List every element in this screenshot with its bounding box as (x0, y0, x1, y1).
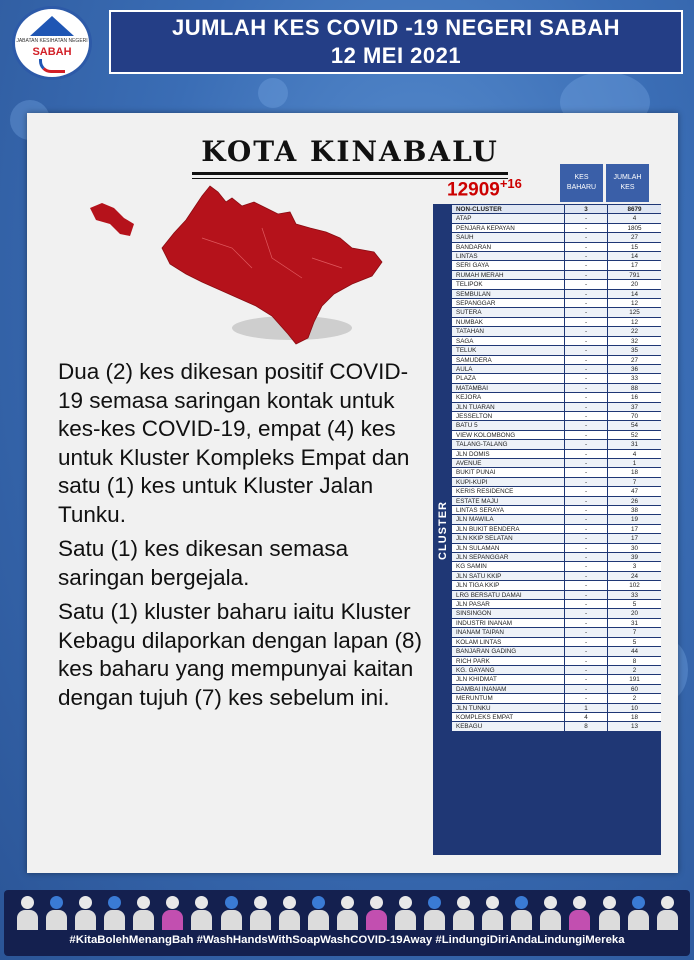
page-header (109, 10, 683, 74)
footer-hashtags: #KitaBolehMenangBah #WashHandsWithSoapWashCOVID-19Away #LindungiDiriAndaLindungiMereka (69, 934, 625, 946)
row-new: - (564, 346, 607, 354)
row-name: JLN PASAR (456, 601, 490, 609)
row-new: 1 (564, 704, 607, 712)
header-date: 12 MEI 2021 (330, 43, 462, 68)
row-name: SINSINGON (456, 610, 492, 618)
row-total: 7 (607, 478, 661, 486)
row-new: 8 (564, 722, 607, 730)
table-row (452, 609, 661, 618)
row-total: 3 (607, 562, 661, 570)
cluster-side-label (434, 205, 452, 856)
row-name: JLN TUNKU (456, 704, 491, 712)
cluster-table (433, 204, 661, 855)
row-new: - (564, 506, 607, 514)
row-total: 791 (607, 271, 661, 279)
map-island (90, 203, 134, 236)
logo-text: SABAH (32, 45, 72, 58)
row-name: KEBAGU (456, 723, 483, 731)
row-name: MERUNTUM (456, 695, 493, 703)
row-total: 14 (607, 290, 661, 298)
cluster-side-text: CLUSTER (437, 501, 449, 560)
row-total: 20 (607, 609, 661, 617)
frontliner-icon (45, 896, 67, 930)
row-total: 27 (607, 356, 661, 364)
row-name: TATAHAN (456, 328, 484, 336)
row-name: AVENUE (456, 459, 482, 467)
col-total-cases: JUMLAH KES (606, 164, 649, 202)
table-row (452, 261, 661, 270)
row-new: - (564, 685, 607, 693)
frontliner-icon (161, 896, 183, 930)
frontliner-icon (16, 896, 38, 930)
frontliner-icon (423, 896, 445, 930)
frontliner-icon (103, 896, 125, 930)
row-name: RUMAH MERAH (456, 271, 504, 279)
row-new: - (564, 534, 607, 542)
row-total: 31 (607, 619, 661, 627)
row-new: - (564, 261, 607, 269)
row-total: 7 (607, 628, 661, 636)
frontliner-icon (656, 896, 678, 930)
row-new: - (564, 609, 607, 617)
row-name: SAGA (456, 337, 474, 345)
row-name: TELUK (456, 347, 477, 355)
row-name: LINTAS SERAYA (456, 507, 504, 514)
row-name: TELIPOK (456, 281, 483, 289)
row-total: 30 (607, 544, 661, 552)
row-total: 17 (607, 534, 661, 542)
district-title: KOTA KINABALU (192, 135, 508, 175)
row-new: - (564, 421, 607, 429)
row-new: - (564, 544, 607, 552)
swoosh-icon (39, 59, 65, 73)
row-new: - (564, 525, 607, 533)
table-row (452, 619, 661, 628)
row-new: - (564, 619, 607, 627)
description-paragraph: Satu (1) kes dikesan semasa saringan bergejala. (58, 536, 349, 590)
row-total: 5 (607, 638, 661, 646)
footer-banner (4, 890, 690, 956)
row-new: - (564, 591, 607, 599)
row-total: 38 (607, 506, 661, 514)
row-new: - (564, 497, 607, 505)
frontliner-icon (249, 896, 271, 930)
description-paragraph: Satu (1) kluster baharu iaitu Kluster Kebagu dilaporkan dengan lapan (8) kes baharu yang mempunyai kaitan dengan tujuh (7) kes sebelum ini. (58, 599, 423, 710)
table-row (452, 647, 661, 656)
row-total: 191 (607, 675, 661, 683)
table-row (452, 337, 661, 346)
logo-subtext: JABATAN KESIHATAN NEGERI (16, 37, 88, 44)
row-new: - (564, 327, 607, 335)
row-name: JLN TUARAN (456, 403, 495, 411)
table-row-non-cluster (452, 205, 661, 214)
row-new: - (564, 468, 607, 476)
row-total: 37 (607, 403, 661, 411)
row-name: JLN DOMIS (456, 450, 490, 458)
row-new: 3 (564, 205, 607, 213)
row-name: PLAZA (456, 375, 476, 383)
row-total: 1 (607, 459, 661, 467)
row-new: - (564, 337, 607, 345)
row-total: 4 (607, 450, 661, 458)
row-total: 125 (607, 308, 661, 316)
table-row (452, 346, 661, 355)
table-row (452, 525, 661, 534)
row-total: 47 (607, 487, 661, 495)
row-new: - (564, 666, 607, 674)
table-row (452, 515, 661, 524)
row-total: 18 (607, 468, 661, 476)
table-row (452, 356, 661, 365)
table-header (560, 164, 649, 202)
row-new: - (564, 374, 607, 382)
table-row (452, 252, 661, 261)
frontliner-icon (336, 896, 358, 930)
row-total: 2 (607, 666, 661, 674)
row-name: JLN SULAMAN (456, 544, 500, 552)
row-name: NUMBAK (456, 318, 483, 326)
row-total: 26 (607, 497, 661, 505)
table-row (452, 280, 661, 289)
row-new: - (564, 572, 607, 580)
row-name: KG SAMIN (456, 563, 487, 571)
row-new: - (564, 478, 607, 486)
row-new: - (564, 562, 607, 570)
row-total: 12 (607, 299, 661, 307)
row-total: 24 (607, 572, 661, 580)
row-new: - (564, 393, 607, 401)
row-new: - (564, 252, 607, 260)
row-name: KG. GAYANG (456, 666, 495, 674)
district-map (82, 178, 402, 358)
row-new: - (564, 271, 607, 279)
row-total: 19 (607, 515, 661, 523)
row-name: INANAM TAIPAN (456, 629, 504, 637)
row-name: BUKIT PUNAI (456, 469, 496, 477)
row-total: 88 (607, 384, 661, 392)
table-row (452, 572, 661, 581)
row-total: 10 (607, 704, 661, 712)
frontliner-icon (220, 896, 242, 930)
row-new: - (564, 694, 607, 702)
row-total: 54 (607, 421, 661, 429)
table-row (452, 459, 661, 468)
table-row (452, 713, 661, 722)
table-row (452, 581, 661, 590)
row-name: JLN KHIDMAT (456, 676, 497, 684)
table-row (452, 440, 661, 449)
row-name: AULA (456, 365, 473, 373)
row-name: SEMBULAN (456, 290, 491, 298)
row-name: SERI GAYA (456, 262, 490, 270)
row-new: 4 (564, 713, 607, 721)
table-row (452, 308, 661, 317)
row-total: 32 (607, 337, 661, 345)
row-new: - (564, 412, 607, 420)
row-total: 33 (607, 374, 661, 382)
table-row (452, 299, 661, 308)
table-row (452, 214, 661, 223)
row-total: 8679 (607, 205, 661, 213)
row-new: - (564, 431, 607, 439)
row-name: NON-CLUSTER (456, 206, 502, 213)
row-name: KUPI-KUPI (456, 478, 488, 486)
row-name: TALANG-TALANG (456, 441, 508, 449)
virus-decoration (258, 78, 288, 108)
frontliner-icon (627, 896, 649, 930)
row-new: - (564, 243, 607, 251)
col-new-cases: KES BAHARU (560, 164, 603, 202)
row-name: VIEW KOLOMBONG (456, 431, 516, 439)
table-row (452, 562, 661, 571)
row-name: SEPANGGAR (456, 300, 496, 308)
row-name: JLN BUKIT BENDERA (456, 525, 520, 533)
row-new: - (564, 553, 607, 561)
row-total: 15 (607, 243, 661, 251)
row-new: - (564, 214, 607, 222)
row-name: JLN SATU KKIP (456, 572, 502, 580)
table-row (452, 431, 661, 440)
table-row (452, 722, 661, 731)
table-row (452, 468, 661, 477)
table-row (452, 600, 661, 609)
row-new: - (564, 365, 607, 373)
row-total: 70 (607, 412, 661, 420)
row-name: JLN SEPANGGAR (456, 554, 509, 562)
row-name: PENJARA KEPAYAN (456, 224, 515, 232)
row-new: - (564, 290, 607, 298)
row-total: 17 (607, 525, 661, 533)
row-new: - (564, 384, 607, 392)
row-new: - (564, 581, 607, 589)
row-new: - (564, 233, 607, 241)
table-row (452, 412, 661, 421)
row-new: - (564, 628, 607, 636)
row-new: - (564, 459, 607, 467)
row-new: - (564, 299, 607, 307)
frontliner-icon (481, 896, 503, 930)
table-row (452, 628, 661, 637)
table-row (452, 497, 661, 506)
table-row (452, 327, 661, 336)
row-name: JLN TIGA KKIP (456, 582, 500, 590)
table-row (452, 224, 661, 233)
row-total: 27 (607, 233, 661, 241)
table-row (452, 243, 661, 252)
table-body (452, 205, 661, 732)
frontliner-icon (365, 896, 387, 930)
mountain-icon (30, 16, 74, 36)
row-new: - (564, 675, 607, 683)
row-total: 16 (607, 393, 661, 401)
row-new: - (564, 657, 607, 665)
table-row (452, 384, 661, 393)
table-row (452, 666, 661, 675)
table-row (452, 374, 661, 383)
table-row (452, 290, 661, 299)
table-row (452, 393, 661, 402)
row-new: - (564, 308, 607, 316)
row-new: - (564, 440, 607, 448)
row-new: - (564, 487, 607, 495)
table-row (452, 675, 661, 684)
frontliner-icon (74, 896, 96, 930)
total-cases (447, 176, 522, 201)
row-total: 8 (607, 657, 661, 665)
description (58, 358, 428, 718)
row-name: KEJORA (456, 394, 482, 402)
row-total: 12 (607, 318, 661, 326)
frontliner-icon (568, 896, 590, 930)
frontliner-icon (278, 896, 300, 930)
row-total: 14 (607, 252, 661, 260)
frontliner-icon (510, 896, 532, 930)
row-total: 35 (607, 346, 661, 354)
row-name: KERIS RESIDENCE (456, 488, 514, 496)
row-name: BANDARAN (456, 243, 491, 251)
row-total: 36 (607, 365, 661, 373)
description-paragraph: Dua (2) kes dikesan positif COVID-19 semasa saringan kontak untuk kes-kes COVID-19, empat (4) kes untuk Kluster Kompleks Empat dan satu (1) kes untuk Kluster Jalan Tunku. (58, 359, 410, 527)
logo (12, 6, 92, 80)
row-total: 60 (607, 685, 661, 693)
frontliner-icon (132, 896, 154, 930)
main-panel (27, 113, 678, 873)
table-row (452, 487, 661, 496)
table-row (452, 271, 661, 280)
table-row (452, 506, 661, 515)
row-total: 39 (607, 553, 661, 561)
row-new: - (564, 318, 607, 326)
row-name: KOLAM LINTAS (456, 638, 502, 646)
row-name: LRG BERSATU DAMAI (456, 591, 522, 599)
row-total: 33 (607, 591, 661, 599)
row-name: INDUSTRI INANAM (456, 619, 512, 627)
table-row (452, 685, 661, 694)
row-new: - (564, 280, 607, 288)
frontliner-icon (190, 896, 212, 930)
table-row (452, 638, 661, 647)
table-row (452, 233, 661, 242)
row-name: BATU 5 (456, 422, 478, 430)
row-new: - (564, 515, 607, 523)
table-row (452, 544, 661, 553)
table-row (452, 421, 661, 430)
row-name: SUTERA (456, 309, 482, 317)
row-total: 18 (607, 713, 661, 721)
row-name: SAUH (456, 234, 474, 242)
frontliner-icon (452, 896, 474, 930)
row-name: BANJARAN GADING (456, 648, 517, 656)
table-row (452, 450, 661, 459)
row-new: - (564, 356, 607, 364)
row-total: 17 (607, 261, 661, 269)
total-new: +16 (499, 176, 522, 191)
row-name: LINTAS (456, 253, 478, 261)
table-row (452, 318, 661, 327)
row-new: - (564, 638, 607, 646)
row-total: 13 (607, 722, 661, 730)
frontliner-row (16, 896, 678, 930)
row-name: JLN MAWILA (456, 516, 494, 524)
total-value: 12909 (447, 179, 500, 201)
row-name: ESTATE MAJU (456, 497, 499, 505)
table-row (452, 591, 661, 600)
row-total: 102 (607, 581, 661, 589)
row-name: DAMBAI INANAM (456, 685, 507, 693)
row-total: 1805 (607, 224, 661, 232)
table-row (452, 403, 661, 412)
row-new: - (564, 403, 607, 411)
header-title: JUMLAH KES COVID -19 NEGERI SABAH (171, 15, 620, 40)
row-total: 31 (607, 440, 661, 448)
frontliner-icon (539, 896, 561, 930)
table-row (452, 365, 661, 374)
row-name: ATAP (456, 215, 472, 223)
row-total: 20 (607, 280, 661, 288)
frontliner-icon (394, 896, 416, 930)
row-total: 52 (607, 431, 661, 439)
row-total: 22 (607, 327, 661, 335)
table-row (452, 704, 661, 713)
row-name: SAMUDERA (456, 356, 492, 364)
table-row (452, 694, 661, 703)
table-row (452, 534, 661, 543)
row-total: 5 (607, 600, 661, 608)
table-row (452, 478, 661, 487)
row-new: - (564, 600, 607, 608)
frontliner-icon (598, 896, 620, 930)
row-name: JLN KKIP SELATAN (456, 535, 513, 543)
row-new: - (564, 224, 607, 232)
row-name: RICH PARK (456, 657, 490, 665)
row-name: MATAMBAI (456, 384, 488, 392)
table-row (452, 553, 661, 562)
row-name: KOMPLEKS EMPAT (456, 713, 514, 721)
row-new: - (564, 450, 607, 458)
row-total: 44 (607, 647, 661, 655)
row-total: 2 (607, 694, 661, 702)
row-new: - (564, 647, 607, 655)
row-name: JESSELTON (456, 412, 493, 420)
frontliner-icon (307, 896, 329, 930)
row-total: 4 (607, 214, 661, 222)
table-row (452, 657, 661, 666)
